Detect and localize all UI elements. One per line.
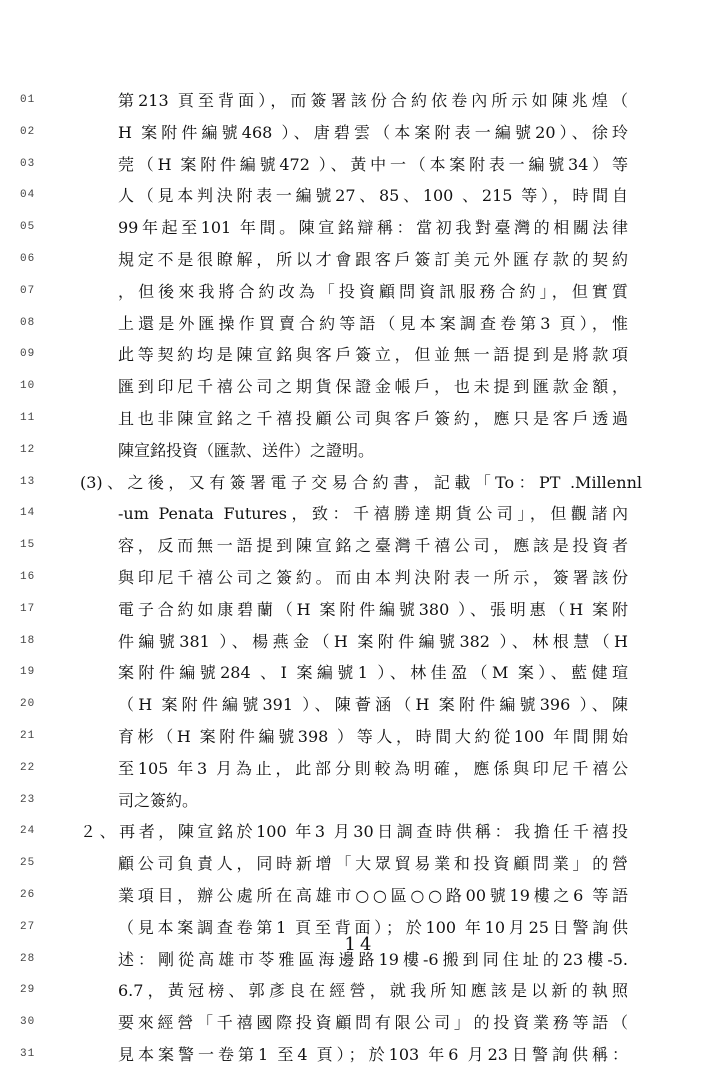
document-line <box>0 88 720 119</box>
line-number: 15 <box>20 539 36 552</box>
line-number: 19 <box>20 666 36 679</box>
line-text: （H 案附件編號391 ）、陳薈涵（H 案附件編號396 ）、陳 <box>118 695 628 715</box>
document-line <box>0 311 720 342</box>
line-text: (3)、之後，又有簽署電子交易合約書，記載「To：PT .Millennl <box>80 472 642 492</box>
line-number: 14 <box>20 507 36 520</box>
line-number: 06 <box>20 253 36 265</box>
line-number: 01 <box>20 94 36 106</box>
page-number: 14 <box>344 934 376 955</box>
document-line <box>0 374 720 405</box>
document-line <box>0 597 720 628</box>
document-line <box>0 120 720 151</box>
line-number: 26 <box>20 889 36 901</box>
line-number: 28 <box>20 952 36 965</box>
document-line <box>0 851 720 882</box>
document-line <box>0 756 720 787</box>
line-number: 25 <box>20 857 36 870</box>
line-text: 案附件編號284 、I 案編號1 ）、林佳盈（M 案）、藍健瑄 <box>118 663 628 683</box>
line-number: 10 <box>20 380 36 393</box>
document-line <box>0 406 720 437</box>
line-text: 與印尼千禧公司之簽約。而由本判決附表一所示，簽署該份 <box>118 568 628 587</box>
line-number: 17 <box>20 602 36 615</box>
line-number: 31 <box>20 1048 36 1060</box>
document-line <box>0 438 720 469</box>
line-text: 至105 年3 月為止，此部分則較為明確，應係與印尼千禧公 <box>118 758 628 778</box>
line-text: 要來經營「千禧國際投資顧問有限公司」的投資業務等語（ <box>118 1013 628 1033</box>
document-line <box>0 247 720 278</box>
line-text: 陳宣銘投資（匯款、送件）之證明。 <box>118 440 375 460</box>
line-text: 匯到印尼千禧公司之期貨保證金帳戶，也未提到匯款金額， <box>118 377 628 397</box>
line-text: 件編號381 ）、楊燕金（H 案附件編號382 ）、林根慧（H <box>118 631 628 651</box>
line-number: 05 <box>20 221 36 234</box>
document-line <box>0 1010 720 1041</box>
line-number: 03 <box>20 157 36 170</box>
line-text: 第213 頁至背面），而簽署該份合約依卷內所示如陳兆煌（ <box>118 91 628 110</box>
line-number: 18 <box>20 634 36 647</box>
document-line <box>0 501 720 532</box>
line-text: 99年起至101 年間。陳宣銘辯稱：當初我對臺灣的相關法律 <box>118 218 628 238</box>
document-line <box>0 565 720 596</box>
line-text: 見本案警一卷第1 至4 頁）；於103 年6 月23日警詢供稱： <box>118 1045 628 1064</box>
document-line <box>0 819 720 850</box>
document-line <box>0 788 720 819</box>
line-text: 上還是外匯操作買賣合約等語（見本案調查卷第3 頁），惟 <box>118 313 628 333</box>
document-line <box>0 883 720 914</box>
line-text: 電子合約如康碧蘭（H 案附件編號380 ）、張明惠（H 案附 <box>118 599 628 619</box>
document-line <box>0 183 720 214</box>
document-line <box>0 342 720 373</box>
document-line <box>0 470 720 501</box>
line-text: 且也非陳宣銘之千禧投顧公司與客戶簽約，應只是客戶透過 <box>118 409 628 428</box>
line-text: ，但後來我將合約改為「投資顧問資訊服務合約」，但實質 <box>118 281 628 301</box>
line-number: 23 <box>20 793 36 806</box>
line-number: 07 <box>20 284 36 297</box>
line-number: 12 <box>20 443 36 456</box>
line-text: （見本案調查卷第1 頁至背面）；於100 年10月25日警詢供 <box>118 917 628 937</box>
line-number: 08 <box>20 316 36 329</box>
line-number: 13 <box>20 475 36 488</box>
document-line <box>0 692 720 723</box>
line-number: 11 <box>20 412 36 424</box>
line-text: 述：剛從高雄市苓雅區海邊路19樓-6搬到同住址的23樓-5. <box>118 949 628 969</box>
line-number: 20 <box>20 698 36 711</box>
line-text: H 案附件編號468 ）、唐碧雲（本案附表一編號20）、徐玲 <box>118 122 628 142</box>
line-text: 容，反而無一語提到陳宣銘之臺灣千禧公司，應該是投資者 <box>118 536 628 556</box>
line-number: 04 <box>20 189 36 202</box>
line-number: 02 <box>20 125 36 138</box>
line-number: 27 <box>20 920 36 933</box>
line-text: 規定不是很瞭解，所以才會跟客戶簽訂美元外匯存款的契約 <box>118 250 628 269</box>
line-number: 30 <box>20 1016 36 1029</box>
document-line <box>0 215 720 246</box>
line-number: 22 <box>20 761 36 774</box>
document-line <box>0 978 720 1009</box>
line-number: 29 <box>20 984 36 997</box>
line-text: 司之簽約。 <box>118 790 199 810</box>
line-text: 育彬（H 案附件編號398 ）等人，時間大約從100 年間開始 <box>118 727 628 746</box>
line-number: 16 <box>20 571 36 583</box>
line-text: 此等契約均是陳宣銘與客戶簽立，但並無一語提到是將款項 <box>118 345 628 365</box>
line-text: 6.7，黃冠榜、郭彥良在經營，就我所知應該是以新的執照 <box>118 981 628 1001</box>
document-line <box>0 533 720 564</box>
line-number: 21 <box>20 730 36 742</box>
document-line <box>0 279 720 310</box>
document-line <box>0 152 720 183</box>
line-text: -um Penata Futures，致：千禧勝達期貨公司」，但觀諸內 <box>118 504 628 524</box>
line-text: 人（見本判決附表一編號27、85、100 、215 等），時間自 <box>118 186 628 206</box>
line-number: 09 <box>20 348 36 361</box>
document-line <box>0 660 720 691</box>
line-text: ２、再者，陳宣銘於100 年3 月30日調查時供稱：我擔任千禧投 <box>80 822 628 842</box>
line-text: 莞（H 案附件編號472 ）、黃中一（本案附表一編號34）等 <box>118 154 628 174</box>
document-line <box>0 724 720 755</box>
document-line <box>0 629 720 660</box>
line-text: 顧公司負責人，同時新增「大眾貿易業和投資顧問業」的營 <box>118 854 628 874</box>
document-line <box>0 1042 720 1073</box>
line-number: 24 <box>20 825 36 838</box>
line-text: 業項目，辦公處所在高雄市○○區○○路00號19樓之6 等語 <box>118 886 628 905</box>
